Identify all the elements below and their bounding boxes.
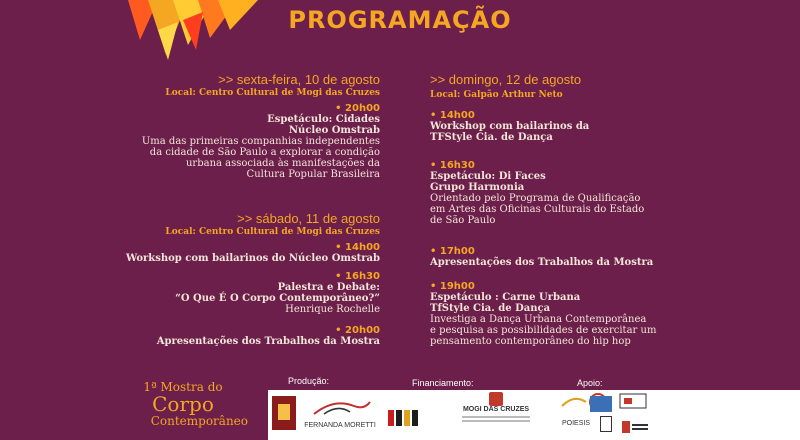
governo-sp-logo bbox=[622, 418, 648, 430]
sunday-event-2 bbox=[430, 160, 710, 226]
event-desc: e pesquisa as possibilidades de exercitar um bbox=[430, 325, 657, 336]
sunday-event-3 bbox=[430, 246, 710, 268]
friday-day: >> sexta-feira, 10 de agosto bbox=[218, 72, 380, 87]
event-time: • 20h00 bbox=[335, 325, 380, 336]
event-logo bbox=[118, 380, 248, 428]
mostra-line1: 1ª Mostra do bbox=[143, 380, 223, 394]
proac-logo bbox=[388, 408, 422, 428]
fernanda-moretti-logo bbox=[304, 396, 376, 432]
sunday-event-4 bbox=[430, 281, 710, 347]
event-time: • 14h00 bbox=[430, 110, 475, 121]
event-title: Palestra e Debate: bbox=[277, 282, 380, 293]
event-title: Workshop com bailarinos da bbox=[430, 121, 590, 132]
coat-of-arms-icon bbox=[489, 392, 503, 406]
event-desc: em Artes das Oficinas Culturais do Estado bbox=[430, 204, 645, 215]
event-time: • 16h30 bbox=[430, 160, 475, 171]
event-time: • 14h00 bbox=[335, 242, 380, 253]
event-title: Workshop com bailarinos do Núcleo Omstrab bbox=[125, 253, 380, 264]
saturday-event-1 bbox=[110, 242, 380, 264]
producao-label: Produção: bbox=[288, 376, 330, 386]
sunday-event-1 bbox=[430, 110, 710, 143]
saturday-event-3 bbox=[110, 325, 380, 347]
event-desc: Orientado pelo Programa de Qualificação bbox=[430, 193, 641, 204]
friday-event-1 bbox=[110, 103, 380, 180]
event-desc: da cidade de São Paulo a explorar a condição bbox=[149, 147, 380, 158]
event-desc: pensamento contemporâneo do hip hop bbox=[430, 336, 631, 347]
event-desc: de São Paulo bbox=[430, 215, 496, 226]
saturday-day: >> sábado, 11 de agosto bbox=[237, 211, 380, 226]
sunday-day: >> domingo, 12 de agosto bbox=[430, 72, 582, 87]
event-title: Espetáculo : Carne Urbana bbox=[430, 292, 581, 303]
fernanda-moretti-text: FERNANDA MORETTI bbox=[304, 422, 376, 429]
event-company: TFStyle Cia. de Dança bbox=[430, 132, 553, 143]
dancer-icon bbox=[304, 396, 376, 418]
apoio-label: Apoio: bbox=[577, 378, 603, 388]
saturday-event-2 bbox=[110, 271, 380, 315]
financiamento-label: Financiamento: bbox=[412, 378, 474, 388]
event-desc: Cultura Popular Brasileira bbox=[246, 169, 380, 180]
apoio-logo-1 bbox=[560, 394, 588, 410]
event-title: Espetáculo: Di Faces bbox=[430, 171, 546, 182]
page-title: PROGRAMAÇÃO bbox=[288, 6, 512, 34]
event-company: Núcleo Omstrab bbox=[288, 125, 380, 136]
friday-local: Local: Centro Cultural de Mogi das Cruzes bbox=[165, 88, 380, 98]
event-time: • 16h30 bbox=[335, 271, 380, 282]
mostra-line2: Corpo bbox=[152, 392, 214, 416]
mostra-line3: Contemporâneo bbox=[150, 414, 248, 428]
event-desc: Investiga a Dança Urbana Contemporânea bbox=[430, 314, 647, 325]
event-desc: Uma das primeiras companhias independentes bbox=[141, 136, 380, 147]
mogi-text: MOGI DAS CRUZES bbox=[462, 406, 530, 413]
event-time: • 17h00 bbox=[430, 246, 475, 257]
event-company: Grupo Harmonia bbox=[430, 182, 525, 193]
event-desc: urbana associada às manifestações da bbox=[185, 158, 380, 169]
mogi-das-cruzes-logo bbox=[456, 392, 536, 432]
event-time: • 20h00 bbox=[335, 103, 380, 114]
event-subtitle: “O Que É O Corpo Contemporâneo?” bbox=[175, 293, 380, 304]
event-title: Apresentações dos Trabalhos da Mostra bbox=[156, 336, 380, 347]
producer-logo-icon bbox=[272, 396, 296, 430]
saturday-local: Local: Centro Cultural de Mogi das Cruzes bbox=[165, 227, 380, 237]
event-time: • 19h00 bbox=[430, 281, 475, 292]
event-speaker: Henrique Rochelle bbox=[285, 304, 380, 315]
event-company: TfStyle Cia. de Dança bbox=[430, 303, 551, 314]
event-title: Espetáculo: Cidades bbox=[267, 114, 380, 125]
apoio-logo-4 bbox=[618, 390, 648, 412]
sunday-local: Local: Galpão Arthur Neto bbox=[430, 90, 563, 100]
apoio-logo-5 bbox=[600, 416, 612, 432]
poiesis-logo: POIESIS bbox=[561, 420, 590, 427]
apoio-logo-3 bbox=[590, 396, 612, 412]
event-title: Apresentações dos Trabalhos da Mostra bbox=[430, 257, 654, 268]
